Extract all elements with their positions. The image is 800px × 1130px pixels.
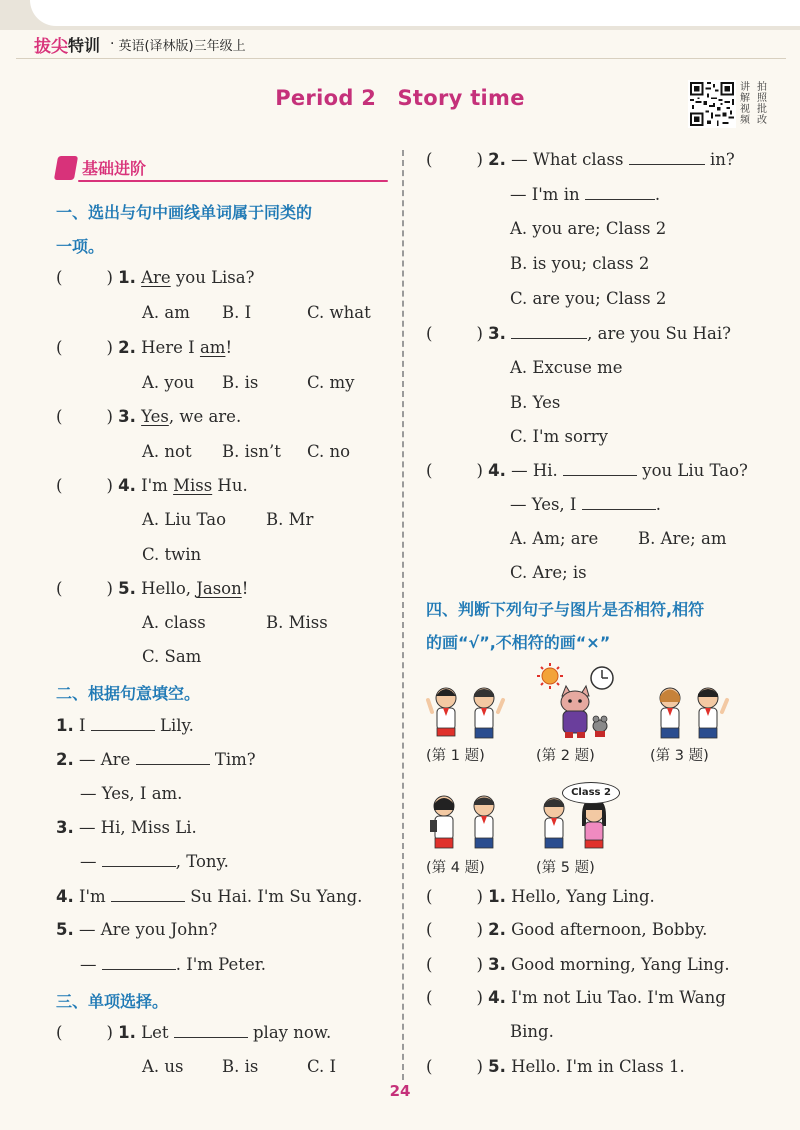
caption-5: (第 5 题) [536,860,595,876]
page-number: 24 [389,1082,411,1100]
caption-2: (第 2 题) [536,748,595,764]
pen-icon [54,156,78,180]
p4-item-4: ( ) 4. I'm not Liu Tao. I'm Wang [426,988,726,1007]
section-head [56,154,386,184]
p3-q2-blank2[interactable] [585,185,655,200]
p3-q1-option-b[interactable]: B. is [222,1057,259,1076]
p3-q2: ( ) 2. — What class in? [426,150,735,169]
qr-code-icon[interactable] [688,80,736,128]
running-header [34,33,246,55]
p1-q2-option-b[interactable]: B. is [222,373,259,392]
picture-4-two-kids [424,790,508,854]
part1-heading-line2: 一项。 [56,237,105,256]
p3-q2-line2: — I'm in . [510,185,661,204]
p3-q2-option-a[interactable]: A. you are; Class 2 [510,219,667,238]
p3-q2-option-b[interactable]: B. is you; class 2 [510,254,650,273]
p3-q3-option-a[interactable]: A. Excuse me [510,358,623,377]
p1-q3-option-c[interactable]: C. no [307,442,351,461]
p1-q4-option-a[interactable]: A. Liu Tao [142,510,227,529]
p2-q3-line2: — , Tony. [80,852,229,871]
p3-q3-option-b[interactable]: B. Yes [510,393,561,412]
picture-1-two-kids [424,680,508,742]
p4-item-1: ( ) 1. Hello, Yang Ling. [426,887,655,906]
p2-q1: 1. I Lily. [56,716,194,735]
brand-part2: 特训 [68,35,101,55]
p3-q4-option-c[interactable]: C. Are; is [510,563,587,582]
p2-q2: 2. — Are Tim? [56,750,256,769]
picture-3-two-kids [648,680,732,742]
p3-q4-blank2[interactable] [582,495,656,510]
p3-q4-line2: — Yes, I . [510,495,661,514]
p3-q4-blank1[interactable] [563,461,637,476]
part4-heading-line1: 四、判断下列句子与图片是否相符,相符 [426,600,705,619]
p3-q2-blank1[interactable] [629,150,705,165]
p1-q2: ( ) 2. Here I am! [56,338,233,357]
p2-q3-blank[interactable] [102,852,176,867]
p3-q1-option-c[interactable]: C. I [307,1057,337,1076]
p1-q1-option-b[interactable]: B. I [222,303,252,322]
p1-q4-option-b[interactable]: B. Mr [266,510,314,529]
p3-q3-option-c[interactable]: C. I'm sorry [510,427,608,446]
p1-q4-option-c[interactable]: C. twin [142,545,202,564]
section-head-label: 基础进阶 [82,159,147,178]
p2-q1-blank[interactable] [91,716,155,731]
p3-q1: ( ) 1. Let play now. [56,1023,332,1042]
qr-labels: 讲 拍 解 照 视 批 频 改 [740,82,767,126]
p1-q5-option-b[interactable]: B. Miss [266,613,328,632]
p1-q2-option-c[interactable]: C. my [307,373,355,392]
part4-heading-line2: 的画“√”,不相符的画“×” [426,633,611,652]
page-title: Period 2 Story time [275,86,525,110]
p2-q4: 4. I'm Su Hai. I'm Su Yang. [56,887,363,906]
speech-bubble: Class 2 [562,782,620,804]
header-dot: · [110,36,115,52]
p3-q4: ( ) 4. — Hi. you Liu Tao? [426,461,748,480]
p3-q2-option-c[interactable]: C. are you; Class 2 [510,289,667,308]
p2-q5: 5. — Are you John? [56,920,218,939]
picture-2-cat-and-clock [534,662,624,742]
p3-q1-option-a[interactable]: A. us [142,1057,184,1076]
p1-q1: ( ) 1. Are you Lisa? [56,268,255,287]
p3-q1-blank[interactable] [174,1023,248,1038]
p3-q3: ( ) 3. , are you Su Hai? [426,324,732,343]
p2-q5-blank[interactable] [102,955,176,970]
p1-q5: ( ) 5. Hello, Jason! [56,579,249,598]
caption-4: (第 4 题) [426,860,485,876]
brand-part1: 拔尖 [34,36,68,57]
p3-q4-option-b[interactable]: B. Are; am [638,529,727,548]
p1-q3: ( ) 3. Yes, we are. [56,407,242,426]
part3-heading: 三、单项选择。 [56,992,169,1011]
p1-q1-option-a[interactable]: A. am [142,303,190,322]
header-rule [16,58,786,59]
p2-q2-blank[interactable] [136,750,210,765]
p3-q3-blank[interactable] [511,324,587,339]
p2-q3: 3. — Hi, Miss Li. [56,818,197,837]
p4-item-3: ( ) 3. Good morning, Yang Ling. [426,955,730,974]
part1-heading-line1: 一、选出与句中画线单词属于同类的 [56,203,313,222]
p1-q5-option-c[interactable]: C. Sam [142,647,202,666]
p4-item-2: ( ) 2. Good afternoon, Bobby. [426,920,708,939]
top-white-strip [30,0,800,26]
part2-heading: 二、根据句意填空。 [56,684,201,703]
header-subtitle: 英语(译林版)三年级上 [118,38,246,54]
p2-q4-blank[interactable] [111,887,185,902]
p1-q3-option-b[interactable]: B. isn’t [222,442,281,461]
section-head-underline [78,180,388,182]
p2-q2-line2: — Yes, I am. [80,784,183,803]
p1-q4: ( ) 4. I'm Miss Hu. [56,476,248,495]
p1-q1-option-c[interactable]: C. what [307,303,371,322]
column-divider [402,150,404,1080]
caption-1: (第 1 题) [426,748,485,764]
p2-q5-line2: — . I'm Peter. [80,955,267,974]
p1-q5-option-a[interactable]: A. class [142,613,206,632]
p1-q2-option-a[interactable]: A. you [142,373,195,392]
p1-q3-option-a[interactable]: A. not [142,442,192,461]
p3-q4-option-a[interactable]: A. Am; are [510,529,599,548]
p4-item-5: ( ) 5. Hello. I'm in Class 1. [426,1057,685,1076]
caption-3: (第 3 题) [650,748,709,764]
p4-item-4-line2: Bing. [510,1022,554,1041]
